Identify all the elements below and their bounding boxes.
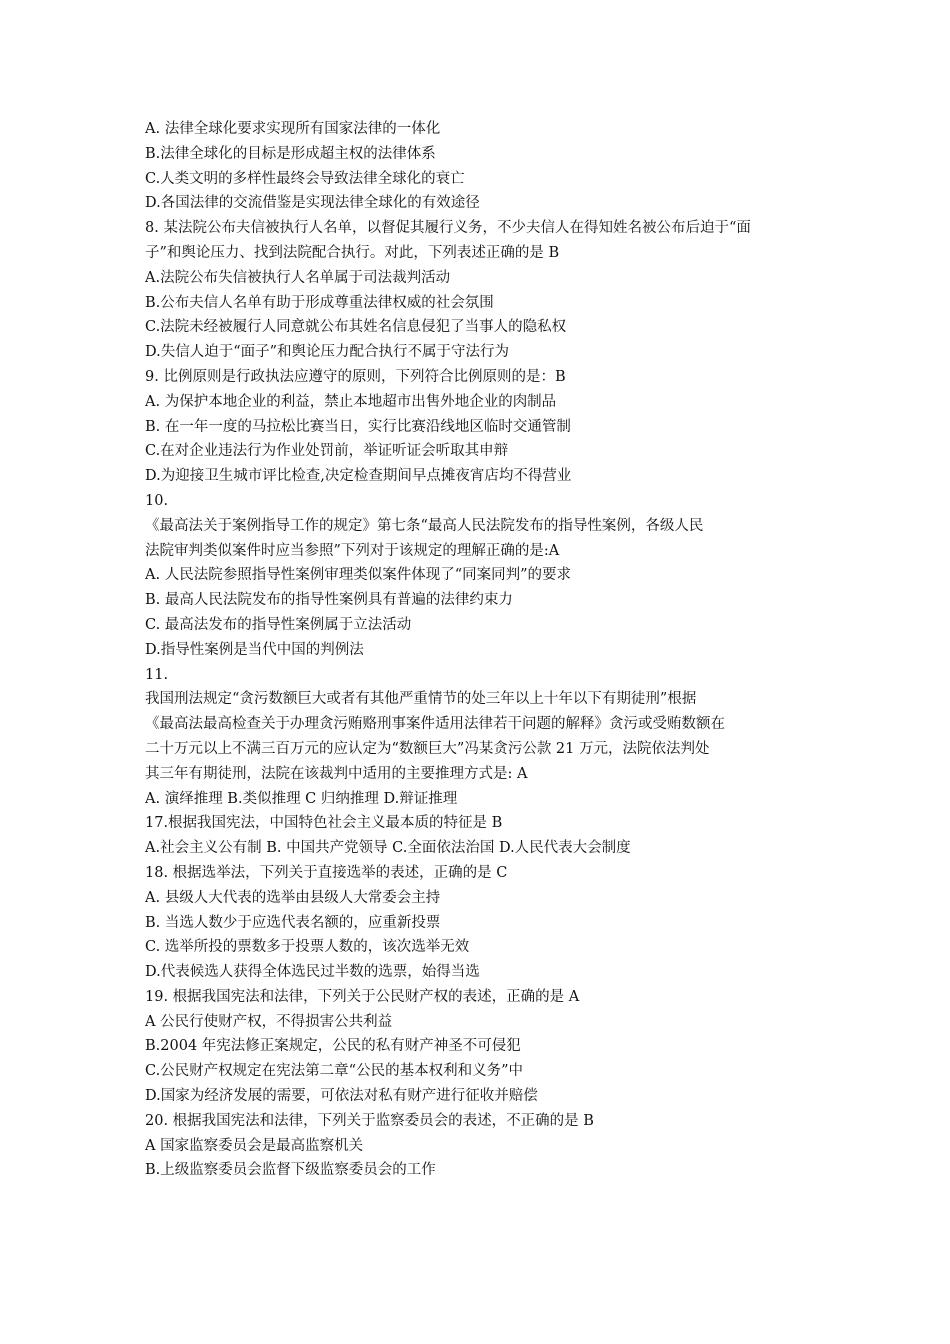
question-10-line: 10. [145,492,169,509]
text-line: B.法律全球化的目标是形成超主权的法律体系 [145,145,436,162]
text-line: D.为迎接卫生城市评比检查,决定检查期间早点摊夜宵店均不得营业 [145,468,572,485]
text-line: B. 在一年一度的马拉松比赛当日，实行比赛沿线地区临时交通管制 [145,418,571,435]
text-line: D.各国法律的交流借鉴是实现法律全球化的有效途径 [145,195,480,212]
text-line: 子”和舆论压力、找到法院配合执行。对此，下列表述正确的是 B [145,244,560,261]
text-line: D.代表候选人获得全体选民过半数的选票，始得当选 [145,964,480,981]
text-line: C.法院未经被履行人同意就公布其姓名信息侵犯了当事人的隐私权 [145,319,567,336]
text-line: A. 县级人大代表的选举由县级人大常委会主持 [145,889,441,906]
text-line: A. 演绎推理 B.类似推理 C 归纳推理 D.辩证推理 [145,790,458,807]
question-20-line: 20. 根据我国宪法和法律，下列关于监察委员会的表述，不正确的是 B [145,1112,594,1129]
question-8-line: 8. 某法院公布夫信被执行人名单，以督促其履行义务，不少夫信人在得知姓名被公布后迫于“面 [145,220,751,237]
text-line: D.指导性案例是当代中国的判例法 [145,641,364,658]
text-line: B.2004 年宪法修正案规定，公民的私有财产神圣不可侵犯 [145,1038,521,1055]
text-line: D.国家为经济发展的需要，可依法对私有财产进行征收并赔偿 [145,1088,538,1105]
text-line: B. 最高人民法院发布的指导性案例具有普遍的法律约束力 [145,592,513,609]
text-line: A.法院公布失信被执行人名单属于司法裁判活动 [145,269,451,286]
text-line: 其三年有期徒刑，法院在该裁判中适用的主要推理方式是: A [145,765,528,782]
text-line: B.上级监察委员会监督下级监察委员会的工作 [145,1162,436,1179]
text-line: C.人类文明的多样性最终会导致法律全球化的衰亡 [145,170,465,187]
text-line: 我国刑法规定“贪污数额巨大或者有其他严重情节的处三年以上十年以下有期徒刑”根据 [145,691,697,708]
text-line: 《最高法关于案例指导工作的规定》第七条“最高人民法院发布的指导性案例，各级人民 [145,517,704,534]
text-line: A 国家监察委员会是最高监察机关 [145,1137,364,1154]
text-line: A. 人民法院参照指导性案例审理类似案件体现了“同案同判”的要求 [145,567,572,584]
question-17-line: 17.根据我国宪法，中国特色社会主义最本质的特征是 B [145,815,503,832]
text-line: C. 最高法发布的指导性案例属于立法活动 [145,616,412,633]
text-line: D.失信人迫于“面子”和舆论压力配合执行不属于守法行为 [145,344,510,361]
text-line: A. 法律全球化要求实现所有国家法律的一体化 [145,121,441,137]
text-line: A 公民行使财产权，不得损害公共利益 [145,1013,393,1030]
text-line: C.公民财产权规定在宪法第二章“公民的基本权利和义务”中 [145,1063,524,1080]
question-19-line: 19. 根据我国宪法和法律，下列关于公民财产权的表述，正确的是 A [145,988,580,1005]
text-line: B.公布夫信人名单有助于形成尊重法律权威的社会氛围 [145,294,494,311]
text-line: C.在对企业违法行为作业处罚前，举证听证会听取其申辩 [145,443,509,460]
text-line: A.社会主义公有制 B. 中国共产党领导 C.全面依法治国 D.人民代表大会制度 [145,840,631,857]
text-line: C. 选举所投的票数多于投票人数的，该次选举无效 [145,939,470,956]
question-9-line: 9. 比例原则是行政执法应遵守的原则，下列符合比例原则的是：B [145,368,566,385]
text-line: A. 为保护本地企业的利益，禁止本地超市出售外地企业的肉制品 [145,393,557,410]
text-line: B. 当选人数少于应选代表名额的，应重新投票 [145,914,441,931]
question-11-line: 11. [145,666,169,683]
text-line: 法院审判类似案件时应当参照”下列对于该规定的理解正确的是:A [145,542,560,559]
document-body [145,117,815,1183]
text-line: 二十万元以上不满三百万元的应认定为“数额巨大”冯某贪污公款 21 万元，法院依法判处 [145,740,710,757]
question-18-line: 18. 根据选举法，下列关于直接选举的表述，正确的是 C [145,864,508,881]
text-line: 《最高法最高检查关于办理贪污贿赂刑事案件适用法律若干问题的解释》贪污或受贿数额在 [145,716,725,733]
